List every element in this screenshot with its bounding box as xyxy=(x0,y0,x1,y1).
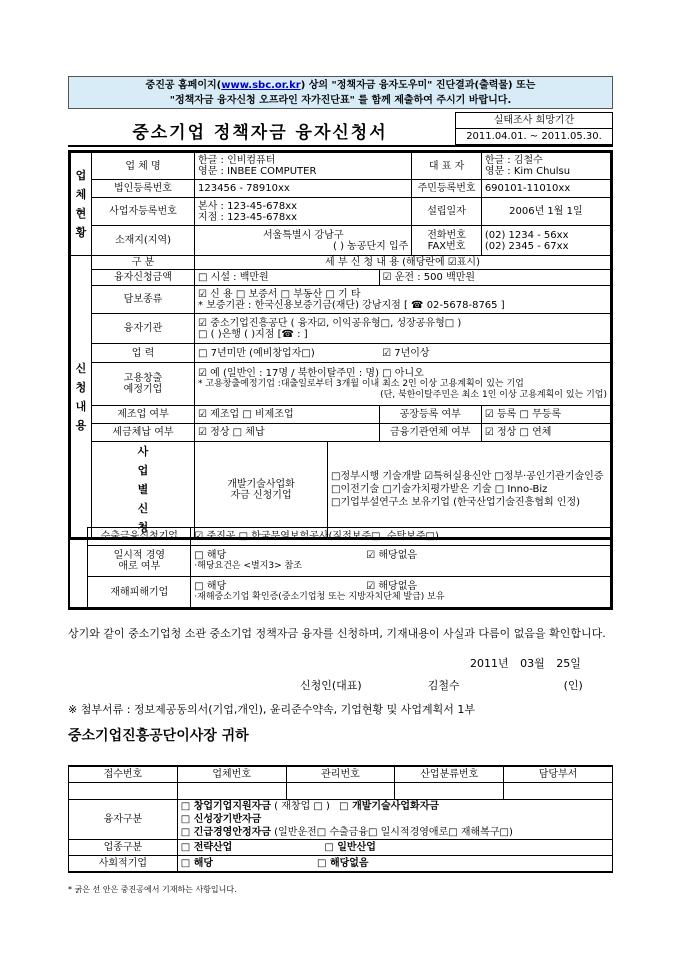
collateral-row xyxy=(71,286,611,314)
tech-commercial-row xyxy=(71,442,611,538)
temporary-difficulty-row xyxy=(70,546,611,577)
fin-field[interactable]: ☑ 정상 □ 연체 xyxy=(481,424,610,442)
registration-row xyxy=(71,180,611,198)
disaster-field[interactable]: □ 해당 ☑ 해당없음 ·재해중소기업 확인증(중소기업청 또는 지방자치단체 발급) 보유 xyxy=(191,577,611,608)
history-under7[interactable]: □ 7년미만 (예비창업자□) xyxy=(195,344,380,363)
address-label: 소재지(지역) xyxy=(91,226,194,256)
application-section-label: 신 청 내 용 xyxy=(71,256,92,538)
category-header: 구 분 xyxy=(91,256,194,270)
company-name-row xyxy=(71,153,611,180)
company-section-label: 업 체 현 황 xyxy=(71,153,92,256)
business-reg-row xyxy=(71,198,611,226)
form-table xyxy=(70,152,611,538)
export-label: 수출금융신청기업 xyxy=(88,528,191,546)
office-header-industry: 산업분류번호 xyxy=(395,766,504,783)
industry-type-field[interactable]: □ 전략산업 □ 일반산업 xyxy=(177,840,612,856)
industry-type-label: 업종구분 xyxy=(69,840,178,856)
notice-line2: "정책자금 융자신청 오프라인 자가진단표" 를 함께 제출하여 주시기 바랍니다. xyxy=(169,95,512,106)
social-enterprise-row xyxy=(69,856,613,873)
amount-operating[interactable]: ☑ 운전 : 500 백만원 xyxy=(379,270,610,286)
tech-field[interactable]: □정부시행 기술개발 ☑특허실용신안 □정부·공인기관기술인증 □이전기술 □기술가치평가받은 기술 □ Inno-Biz □기업부설연구소 보유기업 (한국산업기술진흥협회 인정) xyxy=(328,442,611,538)
biz-reg-field[interactable]: 본사 : 123-45-678xx 지점 : 123-45-678xx xyxy=(195,198,412,226)
tax-row xyxy=(71,424,611,442)
social-enterprise-label: 사회적기업 xyxy=(69,856,178,873)
business-section-rest xyxy=(68,527,613,610)
temp-field[interactable]: □ 해당 ☑ 해당없음 ·해당요건은 <별지3> 참조 xyxy=(191,546,611,577)
disaster-label: 재해피해기업 xyxy=(88,577,191,608)
social-enterprise-field[interactable]: □ 해당 □ 해당없음 xyxy=(177,856,612,873)
declaration-text: 상기와 같이 중소기업청 소관 중소기업 정책자금 융자를 신청하며, 기재내용이 사실과 다름이 없음을 확인합니다. xyxy=(68,627,606,640)
signer-name: 김철수 xyxy=(427,679,460,692)
representative-label: 대 표 자 xyxy=(412,153,482,180)
temp-label: 일시적 경영 애로 여부 xyxy=(88,546,191,577)
employment-row xyxy=(71,363,611,406)
signature-line: 신청인(대표) 김철수 (인) xyxy=(300,679,583,692)
footnote: * 굵은 선 안은 중진공에서 기재하는 사항입니다. xyxy=(68,885,237,894)
factory-field[interactable]: ☑ 등록 □ 무등록 xyxy=(481,406,610,424)
disaster-row xyxy=(70,577,611,608)
homepage-link[interactable]: www.sbc.or.kr xyxy=(221,80,301,91)
manufacturing-row xyxy=(71,406,611,424)
tel-fax-label: 전화번호 FAX번호 xyxy=(412,226,482,256)
submission-notice xyxy=(68,76,613,109)
addressee: 중소기업진흥공단이사장 귀하 xyxy=(68,728,249,744)
mfg-label: 제조업 여부 xyxy=(91,406,194,424)
est-date-label: 설립일자 xyxy=(412,198,482,226)
attachments-note: ※ 첨부서류 : 정보제공동의서(기업,개인), 윤리준수약속, 기업현황 및 사업계획서 1부 xyxy=(68,703,475,716)
fin-label: 금융기관연체 여부 xyxy=(379,424,481,442)
title-rule xyxy=(68,145,613,147)
inspection-period-value: 2011.04.01. ~ 2011.05.30. xyxy=(455,129,613,145)
corp-reg-field[interactable]: 123456 - 78910xx xyxy=(195,180,412,198)
rrn-field[interactable]: 690101-11010xx xyxy=(481,180,610,198)
tax-label: 세금체납 여부 xyxy=(91,424,194,442)
notice-line1-pre: 중진공 홈페이지( xyxy=(145,80,222,91)
employment-field[interactable]: ☑ 예 (일반인 : 17명 / 북한이탈주민 : 명) □ 아니오 * 고용창출예정기업 :대출일로부터 3개월 이내 최소 2인 이상 고용계획이 있는 기업 (단, 북한이탈주민은 최소 1인 이상 고용계획이 있는 기업) xyxy=(195,363,611,406)
business-table xyxy=(70,527,611,608)
mfg-field[interactable]: ☑ 제조업 □ 비제조업 xyxy=(195,406,380,424)
biz-reg-label: 사업자등록번호 xyxy=(91,198,194,226)
agency-label: 융자기관 xyxy=(91,314,194,344)
export-row xyxy=(70,528,611,546)
amount-facility[interactable]: □ 시설 : 백만원 xyxy=(195,270,380,286)
inspection-period-label: 실태조사 희망기간 xyxy=(455,112,613,129)
detail-header: 세 부 신 청 내 용 (해당란에 ☑표시) xyxy=(195,256,611,270)
collateral-label: 담보종류 xyxy=(91,286,194,314)
loan-type-field[interactable]: □ 창업기업지원자금 ( 재창업 □ ) □ 개발기술사업화자금 □ 신성장기반자금 □ 긴급경영안정자금 (일반운전□ 수출금융□ 일시적경영애로□ 재해복구□) xyxy=(177,800,612,840)
seal-mark: (인) xyxy=(563,679,583,692)
office-header-manage: 관리번호 xyxy=(286,766,395,783)
est-date-field[interactable]: 2006년 1월 1일 xyxy=(481,198,610,226)
application-date: 2011년 03월 25일 xyxy=(470,657,581,670)
corp-reg-label: 법인등록번호 xyxy=(91,180,194,198)
agency-row xyxy=(71,314,611,344)
address-field[interactable]: 서울특별시 강남구 ( ) 농공단지 입주 xyxy=(195,226,412,256)
tech-label: 개발기술사업화 자금 신청기업 xyxy=(195,442,328,538)
collateral-field[interactable]: ☑ 신 용 □ 보증서 □ 부동산 □ 기 타 * 보증기관 : 한국신용보증기금(재단) 강남지점 [ ☎ 02-5678-8765 ] xyxy=(195,286,611,314)
notice-line1-post: ) 상의 "정책자금 융자도우미" 진단결과(출력물) 또는 xyxy=(300,80,536,91)
office-table xyxy=(68,765,613,873)
history-over7[interactable]: ☑ 7년이상 xyxy=(379,344,610,363)
company-name-field[interactable]: 한글 : 인비컴퓨터 영문 : INBEE COMPUTER xyxy=(195,153,412,180)
business-section-label: 사 업 별 신 청 xyxy=(91,442,194,538)
agency-field[interactable]: ☑ 중소기업진흥공단 ( 융자☑, 이익공유형□, 성장공유형□ ) □ ( )은행 ( )지점 [☎ : ] xyxy=(195,314,611,344)
employment-label: 고용창출 예정기업 xyxy=(91,363,194,406)
inspection-period-box xyxy=(455,112,613,144)
application-header-row xyxy=(71,256,611,270)
rrn-label: 주민등록번호 xyxy=(412,180,482,198)
amount-label: 융자신청금액 xyxy=(91,270,194,286)
office-blank-row xyxy=(69,783,613,800)
form-title: 중소기업 정책자금 융자신청서 xyxy=(132,123,388,143)
industry-type-row xyxy=(69,840,613,856)
export-field[interactable]: ☑ 중진공 □ 한국무역보험공사(직접보증□, 수탁보증□) xyxy=(191,528,611,546)
office-header-company: 업체번호 xyxy=(177,766,286,783)
office-header-row xyxy=(69,766,613,783)
office-header-dept: 담당부서 xyxy=(504,766,613,783)
representative-field[interactable]: 한글 : 김철수 영문 : Kim Chulsu xyxy=(481,153,610,180)
office-header-receipt: 접수번호 xyxy=(69,766,178,783)
tel-fax-field[interactable]: (02) 1234 - 56xx (02) 2345 - 67xx xyxy=(481,226,610,256)
tax-field[interactable]: ☑ 정상 □ 체납 xyxy=(195,424,380,442)
address-row xyxy=(71,226,611,256)
office-use-table xyxy=(68,765,613,873)
amount-row xyxy=(71,270,611,286)
factory-label: 공장등록 여부 xyxy=(379,406,481,424)
application-form xyxy=(68,150,613,540)
history-label: 업 력 xyxy=(91,344,194,363)
history-row xyxy=(71,344,611,363)
loan-type-label: 융자구분 xyxy=(69,800,178,840)
loan-type-row xyxy=(69,800,613,840)
company-name-label: 업 체 명 xyxy=(91,153,194,180)
